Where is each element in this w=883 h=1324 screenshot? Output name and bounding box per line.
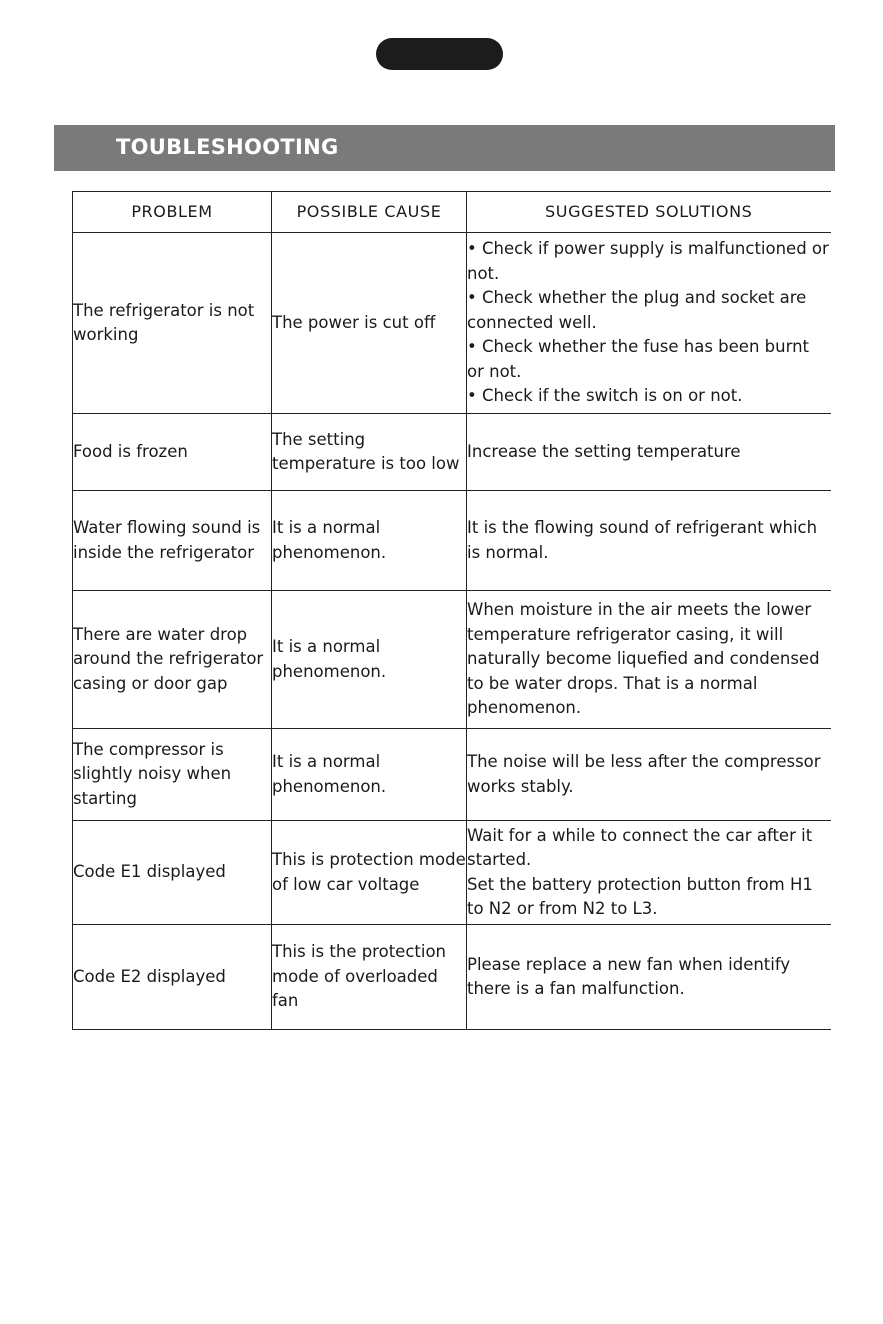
problem-cell: The compressor is slightly noisy when starting xyxy=(73,729,272,821)
cause-cell: This is the protection mode of overloaded fan xyxy=(272,925,467,1030)
solution-line: • Check whether the fuse has been burnt or not. xyxy=(467,337,810,381)
cause-cell: The power is cut off xyxy=(272,233,467,414)
solution-line: When moisture in the air meets the lower temperature refrigerator casing, it will naturally become liquefied and condensed to be water drops. That is a normal phenomenon. xyxy=(467,600,820,718)
section-banner xyxy=(54,125,835,171)
solution-cell xyxy=(467,491,831,591)
solution-line: Set the battery protection button from H1 to N2 or from N2 to L3. xyxy=(467,874,813,918)
section-title: TOUBLESHOOTING xyxy=(116,135,339,159)
problem-cell: Code E2 displayed xyxy=(73,925,272,1030)
table-row xyxy=(73,591,831,729)
column-header-solutions: SUGGESTED SOLUTIONS xyxy=(467,192,831,233)
solution-line: It is the flowing sound of refrigerant which is normal. xyxy=(467,518,818,562)
solution-line: • Check if power supply is malfunctioned or not. xyxy=(467,239,829,283)
solution-line: • Check if the switch is on or not. xyxy=(467,386,743,406)
table-row xyxy=(73,729,831,821)
solution-line: Wait for a while to connect the car after it started. xyxy=(467,825,813,869)
cause-cell: It is a normal phenomenon. xyxy=(272,591,467,729)
table-header-row xyxy=(73,192,831,233)
table-row xyxy=(73,491,831,591)
problem-cell: There are water drop around the refrigerator casing or door gap xyxy=(73,591,272,729)
solution-cell xyxy=(467,591,831,729)
solution-line: Please replace a new fan when identify there is a fan malfunction. xyxy=(467,954,791,998)
cause-cell: It is a normal phenomenon. xyxy=(272,729,467,821)
table-row xyxy=(73,414,831,491)
solution-cell xyxy=(467,821,831,925)
cause-cell: This is protection mode of low car voltage xyxy=(272,821,467,925)
troubleshooting-table xyxy=(72,191,831,1030)
cause-cell: The setting temperature is too low xyxy=(272,414,467,491)
solution-line: • Check whether the plug and socket are connected well. xyxy=(467,288,807,332)
solution-cell xyxy=(467,233,831,414)
solution-cell xyxy=(467,414,831,491)
solution-cell xyxy=(467,925,831,1030)
problem-cell: Water flowing sound is inside the refrigerator xyxy=(73,491,272,591)
table-row xyxy=(73,925,831,1030)
problem-cell: The refrigerator is not working xyxy=(73,233,272,414)
problem-cell: Code E1 displayed xyxy=(73,821,272,925)
problem-cell: Food is frozen xyxy=(73,414,272,491)
table-row xyxy=(73,233,831,414)
cause-cell: It is a normal phenomenon. xyxy=(272,491,467,591)
header-pill xyxy=(376,38,503,70)
solution-line: Increase the setting temperature xyxy=(467,441,741,461)
column-header-problem: PROBLEM xyxy=(73,192,272,233)
solution-line: The noise will be less after the compressor works stably. xyxy=(467,752,821,796)
table-row xyxy=(73,821,831,925)
column-header-cause: POSSIBLE CAUSE xyxy=(272,192,467,233)
solution-cell xyxy=(467,729,831,821)
